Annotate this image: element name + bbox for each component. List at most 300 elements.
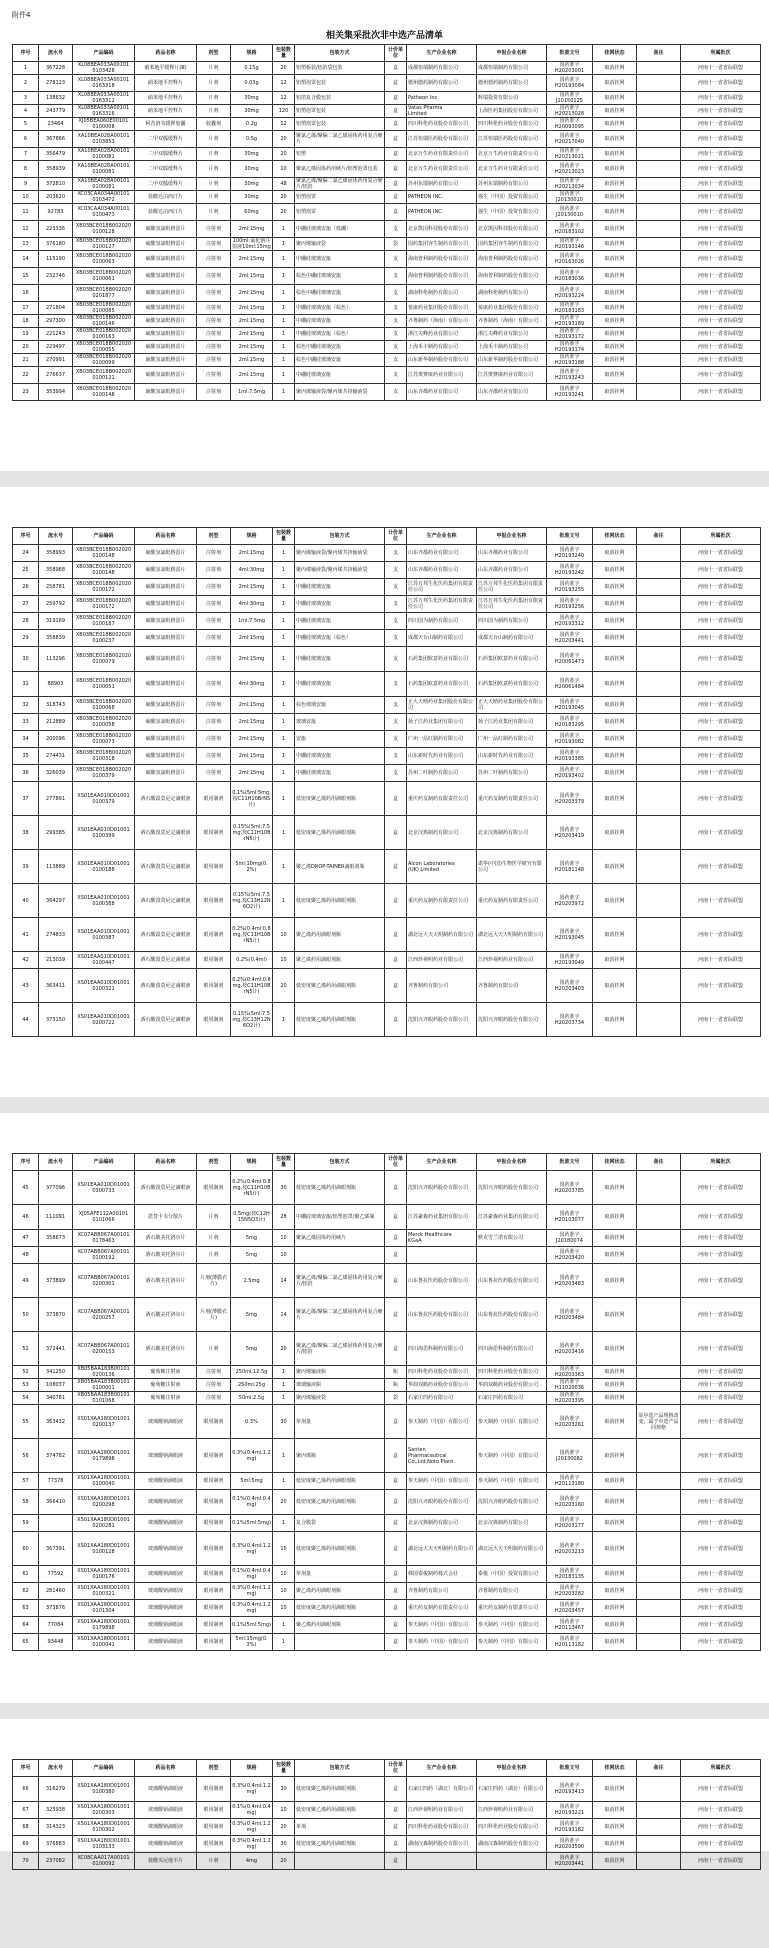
cell-seq: 16: [13, 285, 39, 302]
cell-unit: 盒: [385, 969, 407, 1003]
col-unit: 计价单位: [385, 528, 407, 545]
cell-applicant: 山东齐都药业有限公司: [477, 545, 547, 562]
cell-unit: 袋: [385, 238, 407, 251]
cell-code: XS01XAA180D01001 0100176: [73, 1566, 135, 1583]
cell-spec: 0.1%(0.4ml:0.4mg): [231, 1566, 273, 1583]
cell-pack-method: 中硼硅玻璃安瓿（低硼）: [295, 221, 385, 238]
cell-remark: [637, 1205, 681, 1230]
cell-batch: 河南十一省省际联盟: [681, 731, 761, 748]
col-approval-no: 批准文号: [547, 45, 593, 62]
cell-code: XS01EAA010D01001 0300733: [73, 1171, 135, 1205]
cell-remark: [637, 105, 681, 118]
table-row: [13, 1171, 761, 1205]
cell-serial: 277891: [39, 782, 73, 816]
cell-remark: [637, 545, 681, 562]
page-gap: [0, 1703, 769, 1719]
cell-drug-name: 酒石酸溴莫尼定滴眼液: [135, 884, 197, 918]
cell-code: XS01EAA010D01001 0200722: [73, 1003, 135, 1037]
cell-code: XS01XAA180D01001 0100321: [73, 1583, 135, 1600]
cell-listing-status: 取消挂网: [593, 131, 637, 148]
cell-batch: 河南十一省省际联盟: [681, 765, 761, 782]
cell-spec: 30mg: [231, 92, 273, 105]
cell-code: XL08BEA033A00101 0163318: [73, 75, 135, 92]
col-spec: 规格: [231, 45, 273, 62]
cell-pack-method: 中硼硅玻璃安瓿（棕色）: [295, 328, 385, 341]
cell-serial: 353994: [39, 384, 73, 401]
cell-pack-method: 棕色中硼硅玻璃安瓿: [295, 354, 385, 367]
cell-dosage-form: 眼用制剂: [197, 1532, 231, 1566]
cell-pack-method: 铝塑泡罩包装: [295, 105, 385, 118]
cell-batch: 河南十一省省际联盟: [681, 1473, 761, 1490]
cell-applicant: 苏州二叶制药有限公司: [477, 765, 547, 782]
col-seq: 序号: [13, 1154, 39, 1171]
cell-approval-no: 国药准字 H20183102: [547, 221, 593, 238]
cell-batch: 河南十一省省际联盟: [681, 918, 761, 952]
cell-approval-no: 国药准字 H20203282: [547, 1583, 593, 1600]
cell-unit: 盒: [385, 1332, 407, 1366]
cell-pack-method: 聚氯乙烯/聚偏二氯乙烯固体药用复合硬片/铝箔: [295, 1264, 385, 1298]
table-header-row: [13, 45, 761, 62]
col-manufacturer: 生产企业名称: [407, 45, 477, 62]
cell-pack-qty: 1: [273, 1392, 295, 1405]
cell-remark: [637, 630, 681, 647]
cell-remark: [637, 1171, 681, 1205]
cell-drug-name: 葡萄糖注射液: [135, 1379, 197, 1392]
cell-applicant: 四川海思科制药有限公司: [477, 1332, 547, 1366]
cell-serial: 271804: [39, 302, 73, 315]
cell-batch: 河南十一省省际联盟: [681, 1532, 761, 1566]
cell-unit: 支: [385, 315, 407, 328]
cell-remark: [637, 1003, 681, 1037]
cell-dosage-form: 眼用制剂: [197, 1634, 231, 1651]
cell-listing-status: 取消挂网: [593, 1247, 637, 1264]
cell-applicant: 北京汉典制药有限公司: [477, 816, 547, 850]
cell-unit: 盒: [385, 1802, 407, 1819]
cell-drug-name: 硝苯地平缓释片(Ⅲ): [135, 62, 197, 75]
cell-pack-qty: 1: [273, 748, 295, 765]
cell-pack-qty: 48: [273, 178, 295, 191]
cell-approval-no: 国药准字 H20181148: [547, 850, 593, 884]
cell-serial: 77084: [39, 1617, 73, 1634]
cell-dosage-form: 眼用制剂: [197, 850, 231, 884]
table-row: [13, 884, 761, 918]
cell-pack-method: 中硼硅玻璃安瓿: [295, 672, 385, 697]
cell-pack-qty: 12: [273, 92, 295, 105]
cell-applicant: 四川科伦药业股份有限公司: [477, 1819, 547, 1836]
cell-seq: 43: [13, 969, 39, 1003]
cell-pack-method: 低密度聚乙烯药用滴眼剂瓶: [295, 1490, 385, 1515]
cell-approval-no: 国药准字 H20103077: [547, 1205, 593, 1230]
cell-remark: [637, 148, 681, 161]
table-row: [13, 731, 761, 748]
cell-code: XS01EAA010D01001 0100399: [73, 816, 135, 850]
cell-serial: 325938: [39, 1802, 73, 1819]
cell-batch: 河南十一省省际联盟: [681, 204, 761, 221]
col-listing-status: 挂网状态: [593, 528, 637, 545]
col-batch: 所属批次: [681, 1760, 761, 1777]
cell-spec: 2ml:15mg: [231, 545, 273, 562]
cell-listing-status: 取消挂网: [593, 221, 637, 238]
table-row: [13, 251, 761, 268]
cell-pack-qty: 30: [273, 1836, 295, 1853]
cell-seq: 10: [13, 191, 39, 204]
cell-drug-name: 酒石酸美托洛尔片: [135, 1332, 197, 1366]
cell-listing-status: 取消挂网: [593, 92, 637, 105]
cell-applicant: 成都天台山制药有限公司: [477, 630, 547, 647]
cell-approval-no: 国药准字 H20193189: [547, 315, 593, 328]
cell-manufacturer: 湖北远大天天明制药有限公司: [407, 918, 477, 952]
cell-unit: 瓶: [385, 1379, 407, 1392]
cell-pack-qty: 1: [273, 765, 295, 782]
cell-dosage-form: 注射剂: [197, 1366, 231, 1379]
cell-seq: 66: [13, 1777, 39, 1802]
cell-applicant: 沈阳兴齐眼药股份有限公司: [477, 1003, 547, 1037]
cell-batch: 河南十一省省际联盟: [681, 148, 761, 161]
table-row: [13, 354, 761, 367]
cell-dosage-form: 片剂: [197, 92, 231, 105]
cell-manufacturer: 沈阳兴齐眼药股份有限公司: [407, 1171, 477, 1205]
col-spec: 规格: [231, 1154, 273, 1171]
cell-code: XB03BCE018B002020 0100172: [73, 596, 135, 613]
cell-code: XB03BCE018B002020 0100085: [73, 302, 135, 315]
cell-spec: 1ml:7.5mg: [231, 384, 273, 401]
cell-manufacturer: 山东齐都药业有限公司: [407, 545, 477, 562]
cell-code: XB03BCE018B002020 0100063: [73, 251, 135, 268]
cell-applicant: 山东新时代药业有限公司: [477, 748, 547, 765]
col-pack-qty: 包装数量: [273, 528, 295, 545]
cell-approval-no: 国药准字 H20193049: [547, 952, 593, 969]
cell-unit: 盒: [385, 1264, 407, 1298]
cell-code: XS01EAA010D01001 0100388: [73, 884, 135, 918]
cell-pack-qty: 1: [273, 731, 295, 748]
cell-seq: 34: [13, 731, 39, 748]
cell-seq: 55: [13, 1405, 39, 1439]
cell-pack-method: [295, 1634, 385, 1651]
cell-serial: 358939: [39, 161, 73, 178]
cell-applicant: 泰俊（中国）投资有限公司: [477, 1566, 547, 1583]
cell-manufacturer: 四川科伦药业股份有限公司: [407, 118, 477, 131]
table-row: [13, 328, 761, 341]
cell-remark: [637, 1332, 681, 1366]
cell-batch: 河南十一省省际联盟: [681, 1583, 761, 1600]
cell-serial: 367866: [39, 131, 73, 148]
col-remark: 备注: [637, 1760, 681, 1777]
cell-applicant: 沈阳兴齐眼药股份有限公司: [477, 1490, 547, 1515]
cell-applicant: 辉瑞投资有限公司: [477, 92, 547, 105]
cell-drug-name: 硫酸氢氯吡格雷片: [135, 354, 197, 367]
col-serial: 流水号: [39, 45, 73, 62]
cell-code: XB03BCE018B002020 0100121: [73, 367, 135, 384]
product-table: [12, 527, 761, 1037]
cell-pack-qty: 1: [273, 1003, 295, 1037]
cell-manufacturer: [407, 1247, 477, 1264]
cell-batch: 河南十一省省际联盟: [681, 1205, 761, 1230]
cell-serial: 232746: [39, 268, 73, 285]
cell-remark: [637, 285, 681, 302]
cell-remark: [637, 251, 681, 268]
cell-pack-method: 低密度聚乙烯药用滴眼剂瓶: [295, 1532, 385, 1566]
cell-batch: 河南十一省省际联盟: [681, 191, 761, 204]
col-dosage-form: 剂型: [197, 528, 231, 545]
cell-pack-qty: 20: [273, 1819, 295, 1836]
cell-applicant: 湖南汉森制药股份有限公司: [477, 1836, 547, 1853]
cell-manufacturer: 四川科伦药业股份有限公司: [407, 1366, 477, 1379]
cell-pack-qty: 1: [273, 816, 295, 850]
cell-pack-method: 聚氯乙烯/聚偏二氯乙烯固体药用复合硬片: [295, 131, 385, 148]
cell-code: XB03BCE018B002020 0100127: [73, 238, 135, 251]
table-row: [13, 697, 761, 714]
table-row: [13, 1634, 761, 1651]
cell-pack-method: 聚乙烯药用滴眼剂瓶: [295, 1583, 385, 1600]
table-row: [13, 204, 761, 221]
table-row: [13, 1853, 761, 1870]
cell-serial: [39, 285, 73, 302]
cell-drug-name: 玻璃酸钠滴眼液: [135, 1473, 197, 1490]
cell-seq: 50: [13, 1298, 39, 1332]
cell-unit: 支: [385, 697, 407, 714]
cell-batch: 河南十一省省际联盟: [681, 1171, 761, 1205]
cell-spec: 0.1%(5ml:5mg): [231, 1515, 273, 1532]
cell-pack-qty: 30: [273, 1405, 295, 1439]
cell-manufacturer: 四川科伦药业股份有限公司: [407, 1819, 477, 1836]
cell-unit: 盒: [385, 850, 407, 884]
cell-seq: 58: [13, 1490, 39, 1515]
cell-remark: [637, 782, 681, 816]
cell-dosage-form: 注射剂: [197, 268, 231, 285]
cell-spec: 2ml:15mg: [231, 731, 273, 748]
cell-applicant: 德州德药制药有限公司: [477, 75, 547, 92]
cell-dosage-form: 片剂: [197, 178, 231, 191]
table-row: [13, 75, 761, 92]
cell-manufacturer: Patheon Inc: [407, 92, 477, 105]
cell-pack-qty: 1: [273, 884, 295, 918]
cell-pack-qty: 1: [273, 545, 295, 562]
cell-seq: 14: [13, 251, 39, 268]
cell-pack-method: 棕色中硼硅玻璃安瓿: [295, 268, 385, 285]
cell-manufacturer: 重庆药友制药有限责任公司: [407, 884, 477, 918]
cell-spec: 5mg: [231, 1247, 273, 1264]
cell-batch: 河南十一省省际联盟: [681, 62, 761, 75]
cell-seq: 5: [13, 118, 39, 131]
cell-seq: 24: [13, 545, 39, 562]
cell-manufacturer: 湖南汉森制药股份有限公司: [407, 1836, 477, 1853]
cell-listing-status: 取消挂网: [593, 1600, 637, 1617]
cell-approval-no: 国药准字 H20193413: [547, 1777, 593, 1802]
table-row: [13, 545, 761, 562]
cell-spec: 0.1%(0.4ml:0.4mg): [231, 1490, 273, 1515]
cell-manufacturer: 江苏豪森药业集团有限公司: [407, 1205, 477, 1230]
cell-batch: 河南十一省省际联盟: [681, 92, 761, 105]
cell-drug-name: 硫酸氢氯吡格雷片: [135, 613, 197, 630]
cell-serial: 319169: [39, 613, 73, 630]
cell-seq: 47: [13, 1230, 39, 1247]
cell-dosage-form: 注射剂: [197, 647, 231, 672]
cell-pack-qty: 1: [273, 367, 295, 384]
cell-manufacturer: Alcon Laboratories (UK) Limited: [407, 850, 477, 884]
cell-approval-no: 国药准字 H20203160: [547, 1490, 593, 1515]
col-dosage-form: 剂型: [197, 1760, 231, 1777]
cell-approval-no: 国药准字 H20193224: [547, 285, 593, 302]
col-seq: 序号: [13, 1760, 39, 1777]
cell-applicant: 浙江尖峰药业有限公司: [477, 328, 547, 341]
cell-spec: 5mg: [231, 1332, 273, 1366]
cell-serial: 364297: [39, 884, 73, 918]
cell-spec: 0.15%(5ml:7.5mg,按C13H12N6O2计): [231, 884, 273, 918]
cell-approval-no: 国药准字 H20203972: [547, 884, 593, 918]
cell-unit: 盒: [385, 178, 407, 191]
cell-approval-no: 国药准字 H20193402: [547, 765, 593, 782]
cell-batch: 河南十一省省际联盟: [681, 884, 761, 918]
cell-dosage-form: 眼用制剂: [197, 969, 231, 1003]
cell-pack-qty: 1: [273, 221, 295, 238]
cell-drug-name: 硫酸氢氯吡格雷片: [135, 221, 197, 238]
cell-batch: 河南十一省省际联盟: [681, 1247, 761, 1264]
cell-serial: 358993: [39, 545, 73, 562]
table-row: [13, 1490, 761, 1515]
cell-remark: [637, 221, 681, 238]
cell-listing-status: 取消挂网: [593, 354, 637, 367]
cell-batch: 河南十一省省际联盟: [681, 562, 761, 579]
cell-unit: 盒: [385, 1298, 407, 1332]
cell-pack-method: [295, 1247, 385, 1264]
cell-spec: 2ml:15mg: [231, 697, 273, 714]
cell-spec: 0.2%(0.4ml:0.8mg,按C11H10BrN5计): [231, 1171, 273, 1205]
col-listing-status: 挂网状态: [593, 45, 637, 62]
cell-pack-qty: 1: [273, 850, 295, 884]
cell-pack-qty: 1: [273, 579, 295, 596]
cell-listing-status: 取消挂网: [593, 384, 637, 401]
cell-batch: 河南十一省省际联盟: [681, 1003, 761, 1037]
cell-unit: 盒: [385, 1247, 407, 1264]
cell-pack-qty: 1: [273, 630, 295, 647]
cell-batch: 河南十一省省际联盟: [681, 328, 761, 341]
table-row: [13, 1298, 761, 1332]
cell-seq: 26: [13, 579, 39, 596]
cell-manufacturer: 山东齐都药业有限公司: [407, 562, 477, 579]
table-row: [13, 178, 761, 191]
cell-spec: 2ml:15mg: [231, 251, 273, 268]
cell-serial: [39, 1515, 73, 1532]
cell-serial: 237082: [39, 1853, 73, 1870]
cell-batch: 河南十一省省际联盟: [681, 816, 761, 850]
cell-dosage-form: 注射剂: [197, 596, 231, 613]
cell-pack-qty: 1: [273, 697, 295, 714]
cell-unit: 盒: [385, 952, 407, 969]
table-row: [13, 714, 761, 731]
cell-pack-method: 中硼硅玻璃安瓿: [295, 613, 385, 630]
cell-applicant: 四川科伦药业股份有限公司: [477, 118, 547, 131]
cell-approval-no: 国药准字 H20193255: [547, 579, 593, 596]
cell-pack-qty: 12: [273, 118, 295, 131]
cell-spec: 5mg: [231, 1230, 273, 1247]
cell-approval-no: 国药准字 H20203457: [547, 1600, 593, 1617]
cell-drug-name: 酒石酸美托洛尔片: [135, 1247, 197, 1264]
cell-drug-name: 玻璃酸钠滴眼液: [135, 1600, 197, 1617]
cell-unit: 支: [385, 367, 407, 384]
cell-pack-method: 聚乙烯药用滴眼剂瓶: [295, 1617, 385, 1634]
cell-manufacturer: 华润双鹤药业股份有限公司: [407, 1379, 477, 1392]
cell-batch: 河南十一省省际联盟: [681, 1332, 761, 1366]
cell-manufacturer: 石药集团欧意药业有限公司: [407, 647, 477, 672]
table-row: [13, 1583, 761, 1600]
cell-code: XB05BAA183B00101 0100001: [73, 1379, 135, 1392]
cell-approval-no: 国药准字 H20193240: [547, 545, 593, 562]
cell-serial: 229497: [39, 341, 73, 354]
cell-seq: 57: [13, 1473, 39, 1490]
cell-seq: 35: [13, 748, 39, 765]
cell-drug-name: 硫酸氢氯吡格雷片: [135, 302, 197, 315]
cell-remark: [637, 647, 681, 672]
cell-pack-qty: 20: [273, 62, 295, 75]
cell-unit: 支: [385, 630, 407, 647]
cell-serial: 340781: [39, 1392, 73, 1405]
cell-pack-qty: 1: [273, 1473, 295, 1490]
table-row: [13, 1230, 761, 1247]
cell-approval-no: 国药准字 J20180074: [547, 1230, 593, 1247]
cell-drug-name: 硫酸氢氯吡格雷片: [135, 328, 197, 341]
cell-dosage-form: 眼用制剂: [197, 918, 231, 952]
cell-serial: 274833: [39, 918, 73, 952]
cell-listing-status: 取消挂网: [593, 1405, 637, 1439]
cell-unit: 盒: [385, 1205, 407, 1230]
cell-applicant: 山东鲁抗医药股份有限公司: [477, 1264, 547, 1298]
cell-dosage-form: 注射剂: [197, 328, 231, 341]
cell-batch: 河南十一省省际联盟: [681, 1617, 761, 1634]
cell-remark: [637, 1777, 681, 1802]
cell-pack-method: 中硼硅玻璃安瓿（棕色）: [295, 302, 385, 315]
cell-seq: 37: [13, 782, 39, 816]
cell-unit: 盒: [385, 75, 407, 92]
cell-drug-name: 玻璃酸钠滴眼液: [135, 1777, 197, 1802]
cell-applicant: 参天制药（中国）有限公司: [477, 1634, 547, 1651]
cell-remark: [637, 884, 681, 918]
cell-listing-status: 取消挂网: [593, 204, 637, 221]
cell-dosage-form: 片剂(薄膜衣片): [197, 1264, 231, 1298]
cell-applicant: 参天制药（中国）有限公司: [477, 1473, 547, 1490]
table-row: [13, 221, 761, 238]
cell-seq: 23: [13, 384, 39, 401]
cell-remark: [637, 714, 681, 731]
cell-remark: [637, 1566, 681, 1583]
cell-serial: 213039: [39, 952, 73, 969]
col-manufacturer: 生产企业名称: [407, 1154, 477, 1171]
cell-approval-no: 国药准字 H20203419: [547, 816, 593, 850]
col-applicant: 申报企业名称: [477, 528, 547, 545]
cell-drug-name: 玻璃酸钠滴眼液: [135, 1532, 197, 1566]
cell-approval-no: 国药准字 H20203420: [547, 1247, 593, 1264]
cell-unit: 盒: [385, 1777, 407, 1802]
cell-remark: [637, 1583, 681, 1600]
cell-manufacturer: 参天制药（中国）有限公司: [407, 1617, 477, 1634]
cell-applicant: [477, 1853, 547, 1870]
cell-spec: 30mg: [231, 105, 273, 118]
cell-code: XB03BCE018B002020 0100148: [73, 545, 135, 562]
col-spec: 规格: [231, 528, 273, 545]
cell-serial: 358673: [39, 1230, 73, 1247]
col-serial: 流水号: [39, 1154, 73, 1171]
cell-listing-status: 取消挂网: [593, 630, 637, 647]
cell-spec: 2ml:15mg: [231, 328, 273, 341]
cell-drug-name: 玻璃酸钠滴眼液: [135, 1802, 197, 1819]
cell-seq: 4: [13, 105, 39, 118]
col-serial: 流水号: [39, 1760, 73, 1777]
attachment-label: 附件4: [12, 11, 31, 19]
cell-unit: 支: [385, 672, 407, 697]
cell-batch: 河南十一省省际联盟: [681, 714, 761, 731]
cell-spec: 0.3%(0.4ml:1.2mg): [231, 1439, 273, 1473]
cell-seq: 48: [13, 1247, 39, 1264]
cell-listing-status: 取消挂网: [593, 697, 637, 714]
